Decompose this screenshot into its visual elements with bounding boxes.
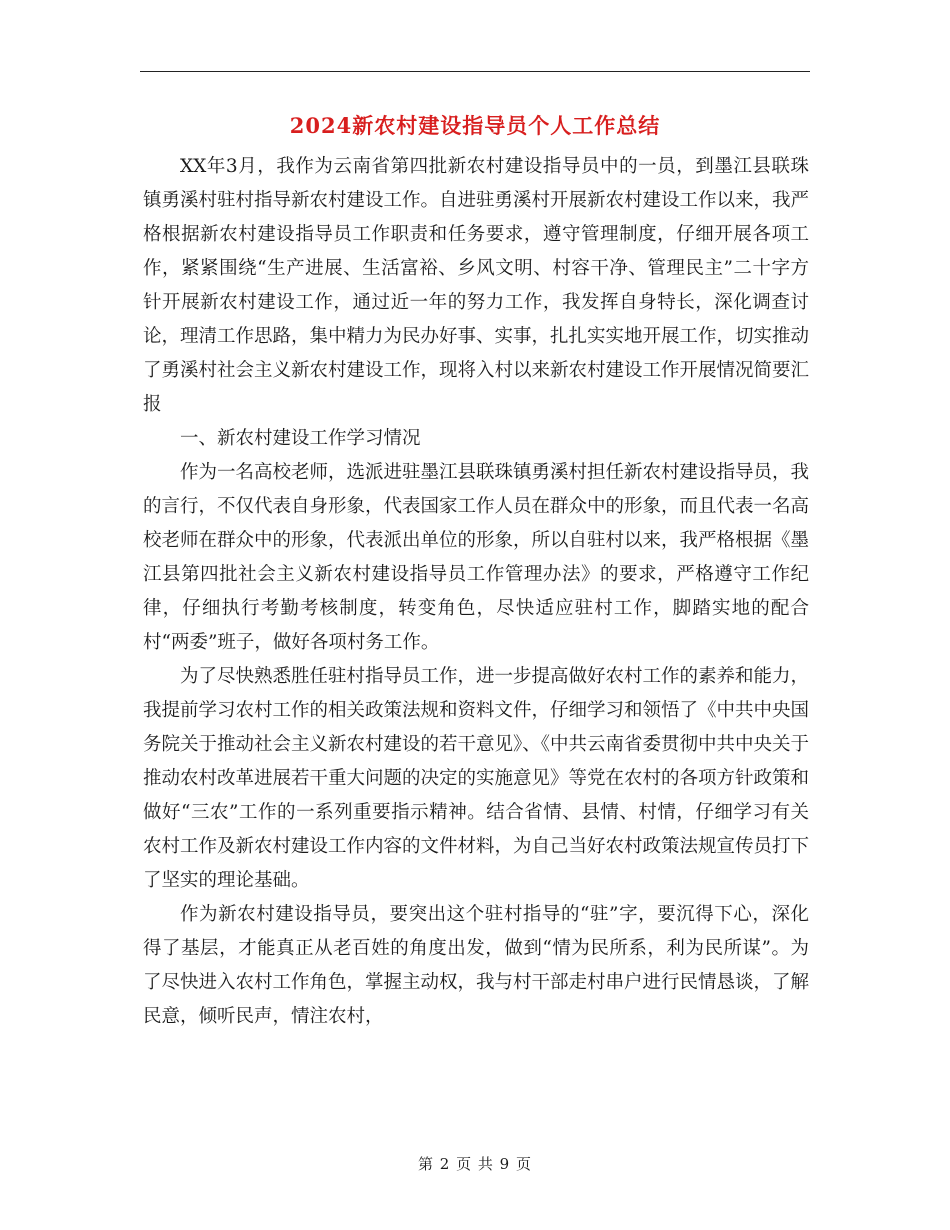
page-footer: 第 2 页 共 9 页 (418, 1155, 532, 1173)
document-body (143, 150, 809, 1034)
document-title: 2024新农村建设指导员个人工作总结 (289, 113, 661, 138)
section-heading-1: 一、新农村建设工作学习情况 (180, 428, 421, 449)
paragraph-grassroots: 作为新农村建设指导员，要突出这个驻村指导的“驻”字，要沉得下心，深化得了基层，才能真正从老百姓的角度出发，做到“情为民所系，利为民所谋”。为了尽快进入农村工作角色，掌握主动权，我与村干部走村串户进行民情恳谈，了解民意，倾听民声，情注农村， (143, 904, 810, 1027)
paragraph-intro: XX年3月，我作为云南省第四批新农村建设指导员中的一员，到墨江县联珠镇勇溪村驻村指导新农村建设工作。自进驻勇溪村开展新农村建设工作以来，我严格根据新农村建设指导员工作职责和任务要求，遵守管理制度，仔细开展各项工作，紧紧围绕“生产进展、生活富裕、乡风文明、村容干净、管理民主”二十字方针开展新农村建设工作，通过近一年的努力工作，我发挥自身特长，深化调查讨论，理清工作思路，集中精力为民办好事、实事，扎扎实实地开展工作，切实推动了勇溪村社会主义新农村建设工作，现将入村以来新农村建设工作开展情况简要汇报 (143, 156, 810, 415)
header-rule (140, 71, 810, 72)
paragraph-role: 作为一名高校老师，选派进驻墨江县联珠镇勇溪村担任新农村建设指导员，我的言行，不仅代表自身形象，代表国家工作人员在群众中的形象，而且代表一名高校老师在群众中的形象，代表派出单位的形象，所以自驻村以来，我严格根据《墨江县第四批社会主义新农村建设指导员工作管理办法》的要求，严格遵守工作纪律，仔细执行考勤考核制度，转变角色，尽快适应驻村工作，脚踏实地的配合村“两委”班子，做好各项村务工作。 (143, 462, 810, 653)
paragraph-study: 为了尽快熟悉胜任驻村指导员工作，进一步提高做好农村工作的素养和能力，我提前学习农村工作的相关政策法规和资料文件，仔细学习和领悟了《中共中央国务院关于推动社会主义新农村建设的若干意见》、《中共云南省委贯彻中共中央关于推动农村改革进展若干重大问题的决定的实施意见》等党在农村的各项方针政策和做好“三农”工作的一系列重要指示精神。结合省情、县情、村情，仔细学习有关农村工作及新农村建设工作内容的文件材料，为自己当好农村政策法规宣传员打下了坚实的理论基础。 (143, 666, 810, 891)
